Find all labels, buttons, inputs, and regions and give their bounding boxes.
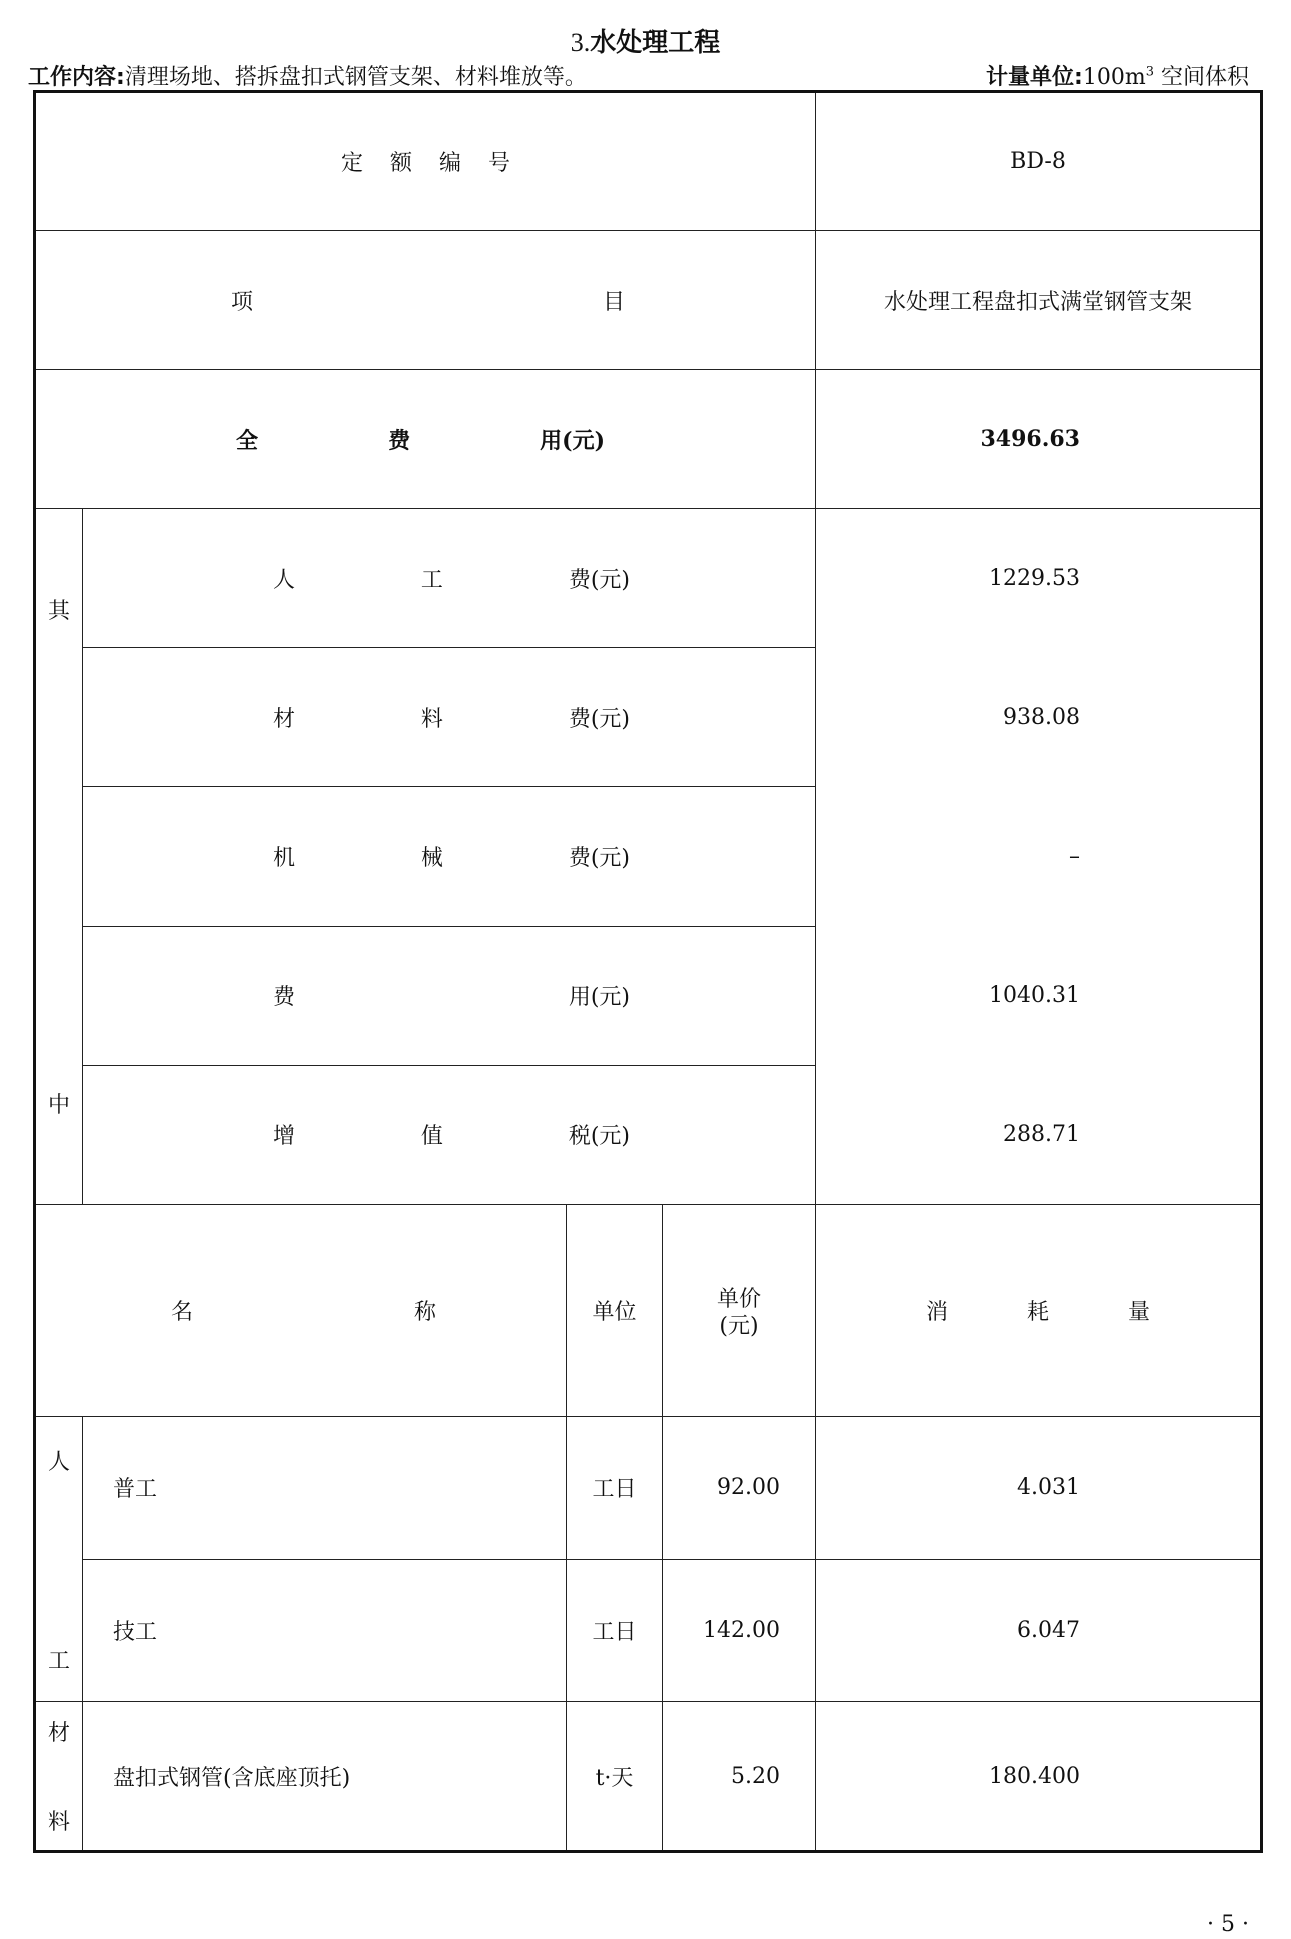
material-side-label: 材 料 bbox=[35, 1702, 83, 1852]
quota-code-row bbox=[35, 92, 1262, 231]
breakdown-values bbox=[816, 509, 1262, 1205]
material-price: 5.20 bbox=[663, 1702, 816, 1852]
item-row bbox=[35, 231, 1262, 370]
work-content-label: 工作内容: bbox=[28, 65, 125, 90]
breakdown-value: 1040.31 bbox=[989, 983, 1080, 1008]
material-unit: 工日 bbox=[567, 1559, 663, 1702]
breakdown-value: 1229.53 bbox=[989, 566, 1080, 591]
breakdown-label: 机 械 费(元) bbox=[83, 787, 816, 926]
price-header: 单价 (元) bbox=[663, 1205, 816, 1417]
detail-header-row bbox=[35, 1205, 1262, 1417]
breakdown-value: 938.08 bbox=[1003, 705, 1080, 730]
breakdown-row bbox=[35, 509, 1262, 648]
breakdown-value: – bbox=[1069, 844, 1080, 869]
name-header: 名 称 bbox=[35, 1205, 567, 1417]
unit-value: 100m bbox=[1082, 65, 1146, 90]
breakdown-label: 人 工 费(元) bbox=[83, 509, 816, 648]
table-row bbox=[35, 1559, 1262, 1702]
material-price: 142.00 bbox=[663, 1559, 816, 1702]
unit-label: 计量单位: bbox=[986, 65, 1083, 90]
labor-side-label: 人 工 bbox=[35, 1417, 83, 1702]
item-label: 项 目 bbox=[35, 231, 816, 370]
quota-code-label: 定 额 编 号 bbox=[35, 92, 816, 231]
breakdown-value: 288.71 bbox=[1003, 1122, 1080, 1147]
unit-suffix: 空间体积 bbox=[1154, 65, 1249, 90]
page-number: · 5 · bbox=[1207, 1912, 1249, 1937]
breakdown-label: 费 用(元) bbox=[83, 926, 816, 1065]
material-qty: 180.400 bbox=[816, 1702, 1262, 1852]
measurement-unit bbox=[986, 60, 1249, 91]
unit-header: 单位 bbox=[567, 1205, 663, 1417]
title-text: 水处理工程 bbox=[590, 28, 721, 58]
total-cost-label: 全 费 用(元) bbox=[35, 370, 816, 509]
quota-code-value: BD-8 bbox=[816, 92, 1262, 231]
material-name: 技工 bbox=[83, 1559, 567, 1702]
unit-superscript: 3 bbox=[1145, 64, 1154, 80]
total-cost-value: 3496.63 bbox=[816, 370, 1262, 509]
breakdown-label: 材 料 费(元) bbox=[83, 648, 816, 787]
title-number: 3. bbox=[570, 28, 591, 57]
material-price: 92.00 bbox=[663, 1417, 816, 1560]
material-unit: 工日 bbox=[567, 1417, 663, 1560]
qty-header: 消 耗 量 bbox=[816, 1205, 1262, 1417]
material-qty: 6.047 bbox=[816, 1559, 1262, 1702]
quota-table bbox=[33, 90, 1263, 1853]
table-row bbox=[35, 1702, 1262, 1852]
breakdown-label: 增 值 税(元) bbox=[83, 1065, 816, 1204]
breakdown-side-label: 其 中 bbox=[35, 509, 83, 1205]
material-unit: t·天 bbox=[567, 1702, 663, 1852]
material-name: 普工 bbox=[83, 1417, 567, 1560]
page-title bbox=[0, 22, 1291, 59]
work-content-text: 清理场地、搭拆盘扣式钢管支架、材料堆放等。 bbox=[124, 65, 587, 90]
material-name: 盘扣式钢管(含底座顶托) bbox=[83, 1702, 567, 1852]
item-value: 水处理工程盘扣式满堂钢管支架 bbox=[816, 231, 1262, 370]
total-cost-row bbox=[35, 370, 1262, 509]
table-row bbox=[35, 1417, 1262, 1560]
work-content bbox=[28, 60, 587, 91]
material-qty: 4.031 bbox=[816, 1417, 1262, 1560]
